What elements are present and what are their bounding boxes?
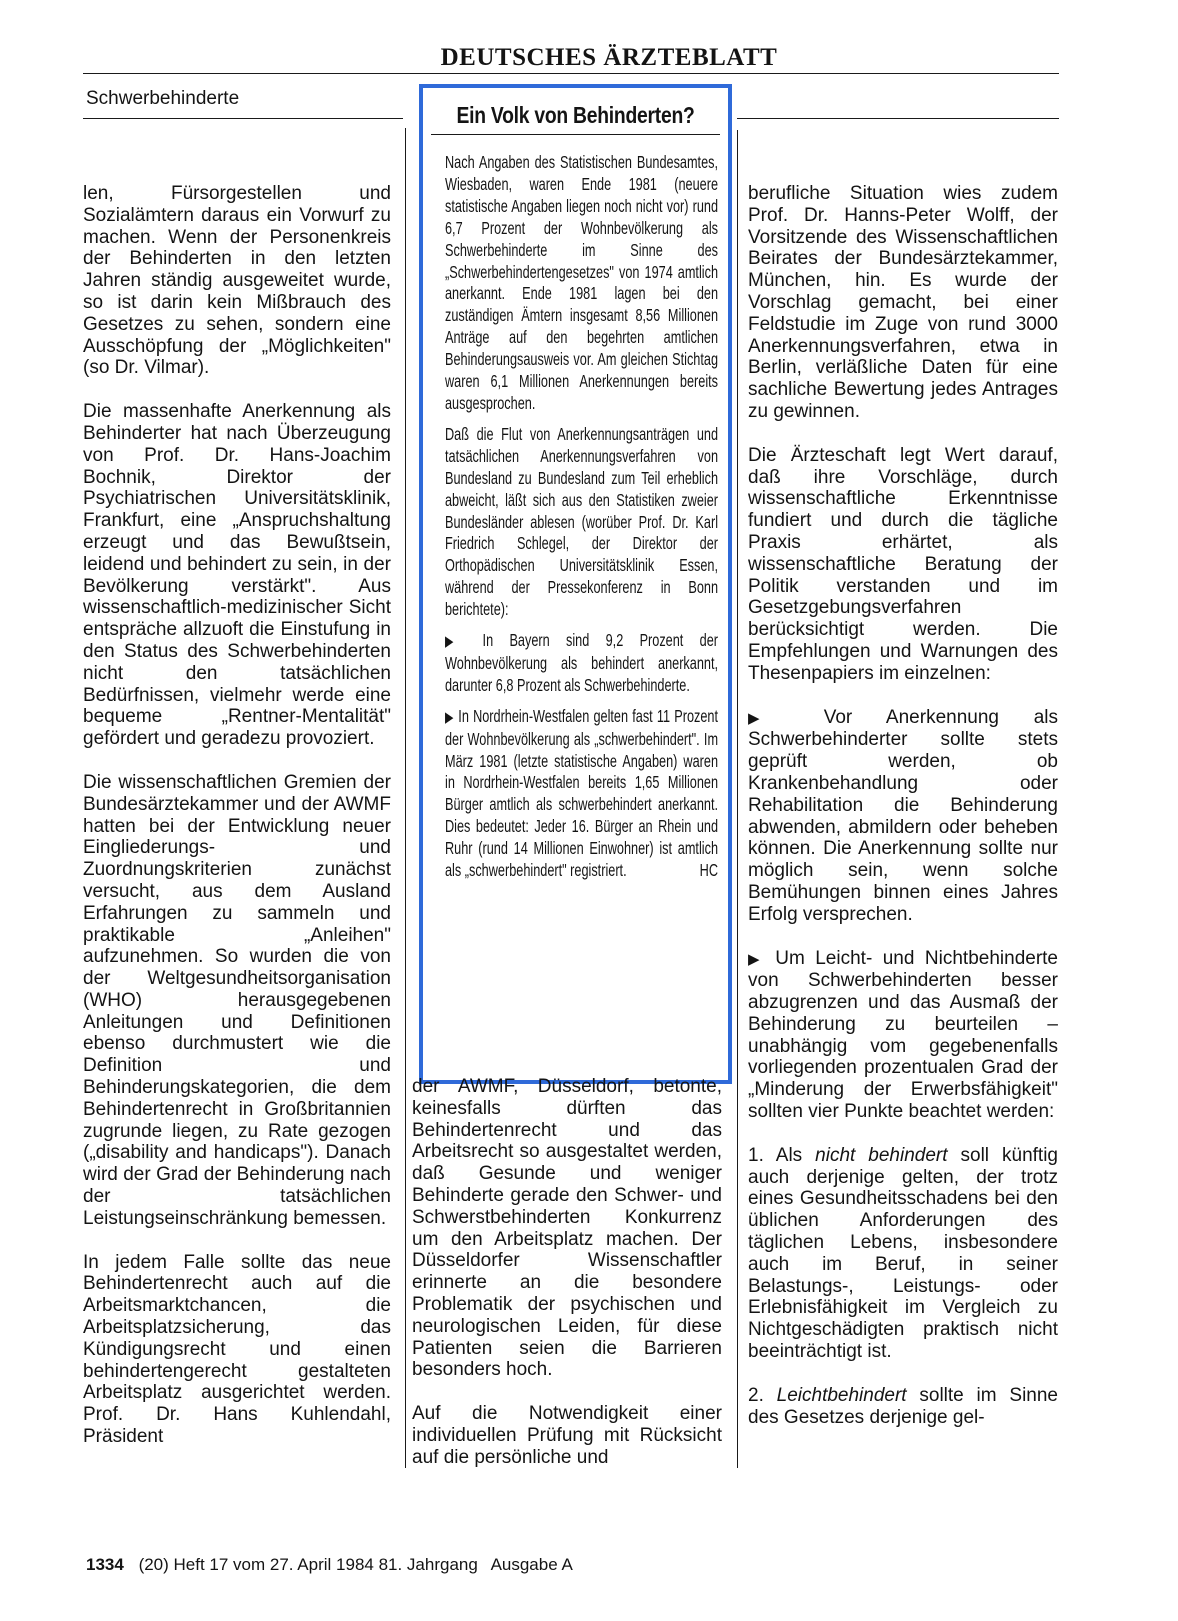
paragraph: berufliche Situation wies zudem Prof. Dr. Hanns-Peter Wolff, der Vorsitzende des Wissenschaftlichen Beirates der Bundesärztekammer, München, hin. Es wurde der Vorschlag gemacht, bei einer Feldstudie im Zuge von rund 3000 Anerkennungsverfahren, etwa in Berlin, verläßliche Daten für eine sachliche Bewertung jedes Antrages zu gewinnen. [748,183,1058,422]
triangle-bullet-icon: ▶ [748,709,789,727]
paragraph: der AWMF, Düsseldorf, betonte, keinesfalls dürften das Behindertenrecht und das Arbeitsrecht so ausgestaltet werden, daß Gesunde und weniger Behinderte gerade den Schwer- und Schwerstbehinderten Konkurrenz um den Arbeitsplatz machen. Der Düsseldorfer Wissenschaftler erinnerte an die besondere Problematik der psychischen und neurologischen Leiden, für diese Patienten seien die Barrieren besonders hoch. [412,1076,722,1381]
right-column [748,183,1058,1428]
page-number: 1334 [86,1555,124,1574]
column-divider-left [405,128,406,1468]
box-body [445,152,718,891]
triangle-bullet-icon: ▶ [445,708,455,726]
numbered-item: 2. Leichtbehindert sollte im Sinne des Gesetzes derjenige gel- [748,1384,1058,1428]
section-rule-left [83,118,403,119]
issue-info: (20) Heft 17 vom 27. April 1984 81. Jahrgang [138,1555,478,1574]
bullet-paragraph: ▶ Vor Anerkennung als Schwerbehinderter sollte stets geprüft werden, ob Krankenbehandlung oder Rehabilitation die Behinderung abwenden, abmildern oder beheben können. Die Anerkennung sollte nur möglich sein, wenn solche Bemühungen binnen eines Jahres Erfolg versprechen. [748,706,1058,925]
middle-column [412,1076,722,1469]
paragraph: Auf die Notwendigkeit einer individuellen Prüfung mit Rücksicht auf die persönliche und [412,1403,722,1468]
box-bullet: ▶ In Bayern sind 9,2 Prozent der Wohnbevölkerung als behindert anerkannt, darunter 6,8 Prozent als Schwerbehinderte. [445,630,719,695]
box-title: Ein Volk von Behinderten? [456,102,695,128]
paragraph: In jedem Falle sollte das neue Behindertenrecht auch auf die Arbeitsmarktchancen, die Arbeitsplatzsicherung, das Kündigungsrecht und einen behindertengerecht gestalteten Arbeitsplatz ausgerichtet werden. Prof. Dr. Hans Kuhlendahl, Präsident [83,1251,391,1448]
paragraph: Die Ärzteschaft legt Wert darauf, daß ihre Vorschläge, durch wissenschaftliche Erkenntnisse fundiert und durch die tägliche Praxis erhärtet, als wissenschaftliche Beratung der Politik verstanden und im Gesetzgebungsverfahren berücksichtigt werden. Die Empfehlungen und Warnungen des Thesenpapiers im einzelnen: [748,444,1058,684]
sidebar-box [419,84,732,1084]
triangle-bullet-icon: ▶ [445,633,467,651]
page-footer [86,1555,573,1575]
section-rule-right [737,118,1059,119]
paragraph: len, Fürsorgestellen und Sozialämtern daraus ein Vorwurf zu machen. Wenn der Personenkreis der Behinderten in den letzten Jahren ständig ausgeweitet wurde, so ist darin kein Mißbrauch des Gesetzes zu sehen, sondern eine Ausschöpfung der „Möglichkeiten" (so Dr. Vilmar). [83,183,391,379]
box-bullet: ▶ In Nordrhein-Westfalen gelten fast 11 Prozent der Wohnbevölkerung als „schwerbehindert". Im März 1981 (letzte statistische Angaben) waren in Nordrhein-Westfalen bereits 1,65 Millionen Bürger amtlich als schwerbehindert anerkannt. Dies bedeutet: Jeder 16. Bürger an Rhein und Ruhr (rund 14 Millionen Einwohner) ist amtlich als „schwerbehindert" registriert. HC [445,705,719,881]
column-divider-right [737,130,738,1468]
box-title-rule [431,134,720,135]
edition-label: Ausgabe A [490,1555,573,1574]
bullet-paragraph: ▶ Um Leicht- und Nichtbehinderte von Schwerbehinderten besser abzugrenzen und das Ausmaß der Behinderung zu beurteilen – unabhängig vom gegebenenfalls vorliegenden prozentualen Grad der „Minderung der Erwerbsfähigkeit" sollten vier Punkte beachtet werden: [748,947,1058,1123]
left-column [83,183,391,1448]
box-paragraph: Nach Angaben des Statistischen Bundesamtes, Wiesbaden, waren Ende 1981 (neuere statistische Angaben liegen noch nicht vor) rund 6,7 Prozent der Wohnbevölkerung als Schwerbehinderte im Sinne des „Schwerbehindertengesetzes" von 1974 amtlich anerkannt. Ende 1981 lagen bei den zuständigen Ämtern insgesamt 8,56 Millionen Anträge auf den begehrten amtlichen Behinderungsausweis vor. Am gleichen Stichtag waren 6,1 Millionen Anerkennungen bereits ausgesprochen. [445,152,719,413]
triangle-bullet-icon: ▶ [748,950,765,968]
paragraph: Die massenhafte Anerkennung als Behinderter hat nach Überzeugung von Prof. Dr. Hans-Joachim Bochnik, Direktor der Psychiatrischen Universitätsklinik, Frankfurt, eine „Anspruchshaltung erzeugt und das Bewußtsein, leidend und behindert zu sein, in der Bevölkerung verstärkt". Aus wissenschaftlich-medizinischer Sicht entspräche allzuoft die Einstufung in den Status des Schwerbehinderten nicht den tatsächlichen Bedürfnissen, vielmehr werde eine bequeme „Rentner-Mentalität" gefördert und geradezu provoziert. [83,401,391,750]
journal-title: DEUTSCHES ÄRZTEBLATT [440,44,778,71]
box-signature: HC [699,860,719,881]
box-paragraph: Daß die Flut von Anerkennungsanträgen und tatsächlichen Anerkennungsverfahren von Bundesland zu Bundesland zum Teil erheblich abweicht, läßt sich aus den Statistiken zweier Bundesländer ablesen (worüber Prof. Dr. Karl Friedrich Schlegel, der Direktor der Orthopädischen Universitätsklinik Essen, während der Pressekonferenz in Bonn berichtete): [445,423,719,620]
section-label: Schwerbehinderte [86,88,240,109]
numbered-item: 1. Als nicht behindert soll künftig auch derjenige gelten, der trotz eines Gesundheitsschadens bei den üblichen Anforderungen des täglichen Lebens, insbesondere auch im Beruf, in seiner Belastungs-, Leistungs- oder Erlebnisfähigkeit im Vergleich zu Nichtgeschädigten praktisch nicht beeinträchtigt ist. [748,1144,1058,1363]
paragraph: Die wissenschaftlichen Gremien der Bundesärztekammer und der AWMF hatten bei der Entwicklung neuer Eingliederungs- und Zuordnungskriterien zunächst versucht, aus dem Ausland Erfahrungen zu sammeln und praktikable „Anleihen" aufzunehmen. So wurden die von der Weltgesundheitsorganisation (WHO) herausgegebenen Anleitungen und Definitionen ebenso durchmustert wie die Definition und Behinderungskategorien, die dem Behindertenrecht in Großbritannien zugrunde liegen, zu Rate gezogen („disability and handicaps"). Danach wird der Grad der Behinderung nach der tatsächlichen Leistungseinschränkung bemessen. [83,771,391,1229]
header-rule-top [83,73,1059,74]
